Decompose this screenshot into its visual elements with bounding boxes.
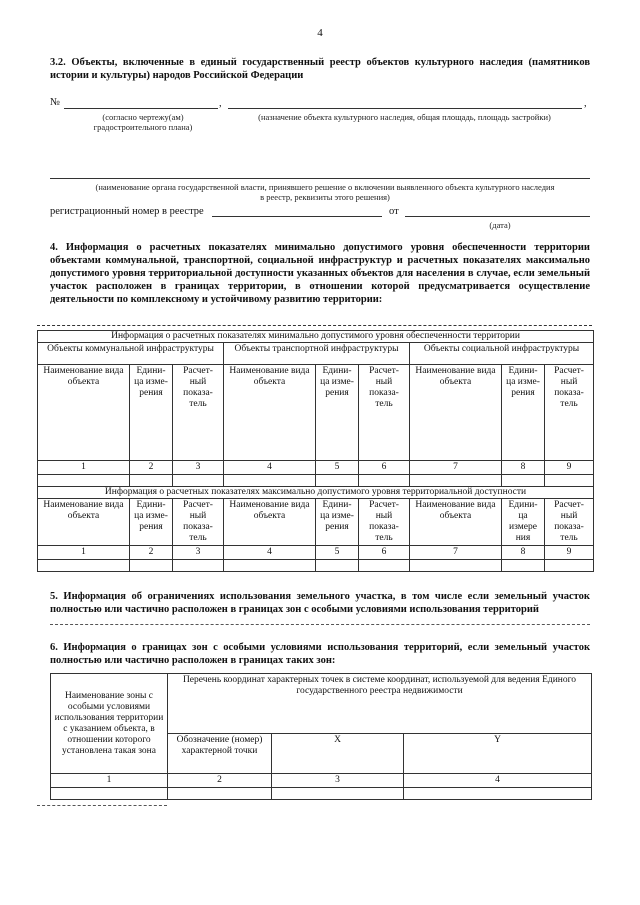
empty-cell[interactable] — [173, 560, 224, 572]
empty-cell[interactable] — [224, 475, 316, 487]
group-transport-infrastructure: Объекты транспортной инфраструктуры — [224, 343, 410, 365]
dashed-separator — [37, 325, 592, 326]
drawing-caption: (согласно чертежу(ам) градостроительного плана) — [93, 112, 193, 132]
min-provision-table — [37, 330, 594, 572]
column-number: 9 — [545, 461, 594, 475]
col-header-object-type: Наименование вида объекта — [410, 365, 502, 461]
column-number: 1 — [51, 774, 168, 788]
col-header-unit: Едини-ца изме-рения — [130, 499, 173, 546]
section-6-heading: 6. Информация о границах зон с особыми условиями использования территорий, если земельный участок полностью или частично расположен в границах таких зон: — [50, 642, 590, 666]
column-number: 6 — [359, 546, 410, 560]
group-communal-infrastructure: Объекты коммунальной инфраструктуры — [38, 343, 224, 365]
empty-cell[interactable] — [130, 475, 173, 487]
column-number: 1 — [38, 461, 130, 475]
column-number: 7 — [410, 461, 502, 475]
col-header-object-type: Наименование вида объекта — [224, 499, 316, 546]
column-number: 3 — [173, 546, 224, 560]
empty-cell[interactable] — [359, 560, 410, 572]
column-number: 1 — [38, 546, 130, 560]
column-number: 2 — [168, 774, 272, 788]
empty-cell[interactable] — [545, 475, 594, 487]
col-header-unit: Едини-ца изме-рения — [130, 365, 173, 461]
point-number-header: Обозначение (номер) характерной точки — [168, 734, 272, 774]
registry-date-field[interactable] — [405, 216, 590, 217]
col-header-object-type: Наименование вида объекта — [38, 365, 130, 461]
drawing-number-field[interactable] — [64, 108, 218, 109]
empty-cell[interactable] — [359, 475, 410, 487]
empty-cell[interactable] — [502, 475, 545, 487]
column-number: 2 — [130, 461, 173, 475]
registry-number-label: регистрационный номер в реестре — [50, 206, 204, 217]
comma-separator: , — [584, 98, 587, 109]
y-coordinate-header: Y — [404, 734, 592, 774]
empty-cell[interactable] — [51, 788, 168, 800]
authority-caption: (наименование органа государственной власти, принявшего решение о включении выявленного объекта культурного наследия в реестр, реквизиты этого решения) — [95, 182, 555, 202]
coordinates-header: Перечень координат характерных точек в системе координат, используемой для ведения Единого государственного реестра недвижимости — [168, 674, 592, 734]
max-table-title: Информация о расчетных показателях максимально допустимого уровня территориальной доступности — [38, 487, 594, 499]
column-number: 5 — [316, 546, 359, 560]
date-from-label: от — [389, 206, 399, 217]
column-number: 4 — [224, 546, 316, 560]
empty-cell[interactable] — [224, 560, 316, 572]
dashed-separator — [37, 805, 167, 806]
empty-cell[interactable] — [410, 560, 502, 572]
zones-table — [50, 673, 592, 800]
column-number: 2 — [130, 546, 173, 560]
col-header-value: Расчет-ный показа-тель — [359, 499, 410, 546]
empty-cell[interactable] — [404, 788, 592, 800]
date-caption: (дата) — [489, 220, 511, 230]
col-header-value: Расчет-ный показа-тель — [173, 499, 224, 546]
empty-cell[interactable] — [38, 560, 130, 572]
min-table-title: Информация о расчетных показателях минимально допустимого уровня обеспеченности территории — [38, 331, 594, 343]
empty-cell[interactable] — [173, 475, 224, 487]
authority-field[interactable] — [50, 178, 590, 179]
zone-name-header: Наименование зоны с особыми условиями использования территории с указанием объекта, в отношении которого установлена такая зона — [51, 674, 168, 774]
column-number: 6 — [359, 461, 410, 475]
comma-separator: , — [219, 98, 222, 109]
registry-number-field[interactable] — [212, 216, 382, 217]
col-header-object-type: Наименование вида объекта — [224, 365, 316, 461]
column-number: 3 — [272, 774, 404, 788]
section-4-heading: 4. Информация о расчетных показателях минимально допустимого уровня обеспеченности территории объектами коммунальной, транспортной, социальной инфраструктур и расчетных показателях максимально допустимого уровня территориальной доступности указанных объектов для населения в случае, если земельный участок расположен в границах территории, в отношении которой предусматривается осуществление деятельности по комплексному и устойчивому развитию территории: — [50, 242, 590, 305]
column-number: 7 — [410, 546, 502, 560]
section-5-heading: 5. Информация об ограничениях использования земельного участка, в том числе если земельный участок полностью или частично расположен в границах зон с особыми условиями использования территорий — [50, 591, 590, 615]
column-number: 8 — [502, 461, 545, 475]
empty-cell[interactable] — [410, 475, 502, 487]
col-header-object-type: Наименование вида объекта — [410, 499, 502, 546]
column-number: 9 — [545, 546, 594, 560]
column-number: 3 — [173, 461, 224, 475]
col-header-unit: Едини-ца измере ния — [502, 499, 545, 546]
col-header-value: Расчет-ный показа-тель — [173, 365, 224, 461]
col-header-unit: Едини-ца изме-рения — [502, 365, 545, 461]
column-number: 8 — [502, 546, 545, 560]
col-header-value: Расчет-ный показа-тель — [359, 365, 410, 461]
col-header-unit: Едини-ца изме-рения — [316, 365, 359, 461]
col-header-value: Расчет-ный показа-тель — [545, 365, 594, 461]
column-number: 4 — [404, 774, 592, 788]
column-number: 4 — [224, 461, 316, 475]
section-3-2-heading: 3.2. Объекты, включенные в единый государственный реестр объектов культурного наследия (памятников истории и культуры) народов Российской Федерации — [50, 57, 590, 81]
object-caption: (назначение объекта культурного наследия, общая площадь, площадь застройки) — [258, 112, 551, 122]
empty-cell[interactable] — [168, 788, 272, 800]
restrictions-field[interactable] — [50, 624, 590, 625]
col-header-value: Расчет-ный показа-тель — [545, 499, 594, 546]
col-header-unit: Едини-ца изме-рения — [316, 499, 359, 546]
group-social-infrastructure: Объекты социальной инфраструктуры — [410, 343, 594, 365]
empty-cell[interactable] — [502, 560, 545, 572]
empty-cell[interactable] — [316, 560, 359, 572]
col-header-object-type: Наименование вида объекта — [38, 499, 130, 546]
number-label: № — [50, 97, 61, 108]
page-number: 4 — [317, 27, 323, 39]
empty-cell[interactable] — [272, 788, 404, 800]
object-purpose-field[interactable] — [228, 108, 582, 109]
empty-cell[interactable] — [545, 560, 594, 572]
x-coordinate-header: X — [272, 734, 404, 774]
column-number: 5 — [316, 461, 359, 475]
empty-cell[interactable] — [130, 560, 173, 572]
empty-cell[interactable] — [38, 475, 130, 487]
empty-cell[interactable] — [316, 475, 359, 487]
